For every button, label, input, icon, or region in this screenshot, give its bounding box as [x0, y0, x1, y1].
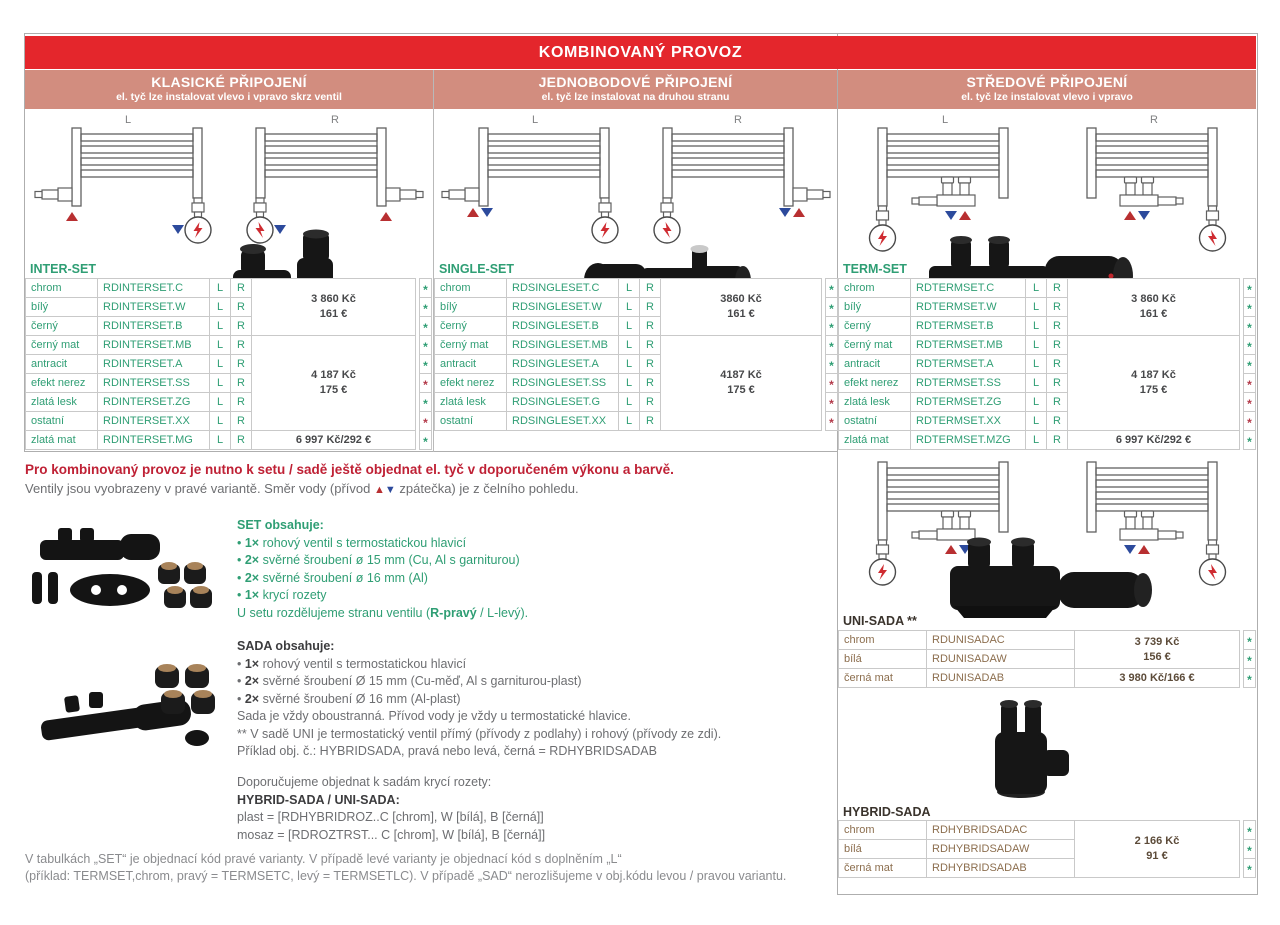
availability-star: * — [419, 392, 432, 412]
availability-star: * — [1243, 411, 1256, 431]
set-contents-title: SET obsahuje: — [237, 518, 324, 532]
code-cell: RDSINGLESET.MB — [507, 336, 619, 355]
footer-note — [25, 851, 786, 885]
right-variant-cell: R — [640, 298, 661, 317]
availability-star: * — [419, 373, 432, 393]
supply-triangle-icon — [380, 212, 392, 221]
table-title-termset: TERM-SET — [843, 262, 907, 276]
availability-star: * — [1243, 297, 1256, 317]
lightning-icon — [870, 225, 896, 251]
color-cell: efekt nerez — [26, 374, 98, 393]
code-cell: RDSINGLESET.A — [507, 355, 619, 374]
radiator-right-variant — [654, 128, 830, 243]
sada-note: Příklad obj. č.: HYBRIDSADA, pravá nebo levá, černá = RDHYBRIDSADAB — [237, 744, 657, 758]
code-cell: RDINTERSET.MG — [98, 431, 210, 450]
left-variant-cell: L — [1026, 431, 1047, 450]
code-cell: RDSINGLESET.G — [507, 393, 619, 412]
availability-star: * — [1243, 335, 1256, 355]
color-cell: ostatní — [26, 412, 98, 431]
right-variant-cell: R — [1047, 317, 1068, 336]
supply-triangle-icon — [1124, 211, 1136, 220]
singleset-price-table — [434, 278, 822, 431]
left-variant-cell: L — [1026, 279, 1047, 298]
column-subtitle: el. tyč lze instalovat vlevo i vpravo skrz ventil — [116, 91, 342, 103]
left-variant-cell: L — [1026, 393, 1047, 412]
right-variant-cell: R — [231, 279, 252, 298]
left-variant-cell: L — [210, 336, 231, 355]
availability-star: * — [1243, 858, 1256, 878]
price-cell: 3 980 Kč/166 € — [1075, 669, 1240, 688]
column-subtitle: el. tyč lze instalovat na druhou stranu — [541, 91, 730, 103]
color-cell: zlatá mat — [839, 431, 911, 450]
table-row — [435, 336, 822, 355]
color-cell: černý — [26, 317, 98, 336]
intro-warning-text: Pro kombinovaný provoz je nutno k setu / sadě ještě objednat el. tyč v doporučeném výkonu a barvě. — [25, 462, 674, 477]
availability-star: * — [419, 316, 432, 336]
hybridsada-price-table — [838, 820, 1240, 878]
unisada-table — [838, 630, 1257, 688]
return-triangle-icon — [945, 211, 957, 220]
table-row — [839, 821, 1240, 840]
left-variant-cell: L — [619, 374, 640, 393]
price-cell: 6 997 Kč/292 € — [1068, 431, 1240, 450]
rozety-line: Doporučujeme objednat k sadám krycí rozety: — [237, 775, 492, 789]
sada-parts-photo — [35, 662, 245, 767]
code-cell: RDHYBRIDSADAW — [927, 840, 1075, 859]
left-variant-cell: L — [619, 279, 640, 298]
color-cell: antracit — [26, 355, 98, 374]
unisada-product-photo — [930, 538, 1165, 623]
supply-triangle-icon — [793, 208, 805, 217]
availability-star: * — [1243, 392, 1256, 412]
left-variant-cell: L — [210, 279, 231, 298]
list-item: • 1× rohový ventil s termostatickou hlavicí — [237, 535, 467, 550]
code-cell: RDUNISADAW — [927, 650, 1075, 669]
left-variant-cell: L — [210, 431, 231, 450]
code-cell: RDINTERSET.ZG — [98, 393, 210, 412]
hybridsada-table — [838, 820, 1257, 878]
price-cell: 3860 Kč 161 € — [661, 279, 822, 336]
code-cell: RDTERMSET.ZG — [911, 393, 1026, 412]
left-variant-cell: L — [210, 374, 231, 393]
color-cell: antracit — [839, 355, 911, 374]
code-cell: RDSINGLESET.XX — [507, 412, 619, 431]
set-contents-block — [237, 517, 528, 622]
availability-column — [419, 278, 432, 450]
right-variant-cell: R — [640, 279, 661, 298]
availability-star: * — [419, 430, 432, 450]
left-variant-cell: L — [1026, 317, 1047, 336]
color-cell: černá mat — [839, 669, 927, 688]
color-cell: efekt nerez — [839, 374, 911, 393]
set-parts-photo — [28, 520, 233, 612]
table-row — [839, 431, 1240, 450]
lightning-icon — [185, 217, 211, 243]
table-row — [839, 669, 1240, 688]
price-cell: 4187 Kč 175 € — [661, 336, 822, 431]
supply-triangle-icon — [959, 211, 971, 220]
color-cell: chrom — [839, 631, 927, 650]
right-variant-cell: R — [231, 317, 252, 336]
column-header-jednobodove — [434, 70, 837, 109]
color-cell: černý mat — [839, 336, 911, 355]
radiator-left-variant — [35, 128, 211, 243]
price-cell: 2 166 Kč 91 € — [1075, 821, 1240, 878]
supply-triangle-icon: ▲ — [374, 484, 385, 496]
table-row — [26, 279, 416, 298]
availability-star: * — [825, 392, 838, 412]
column-header-stredove — [838, 70, 1256, 109]
hybridsada-product-photo — [965, 698, 1125, 798]
column-title: JEDNOBODOVÉ PŘIPOJENÍ — [538, 74, 733, 90]
diagram-label-l: L — [532, 114, 539, 126]
table-row — [839, 336, 1240, 355]
right-variant-cell: R — [1047, 279, 1068, 298]
code-cell: RDUNISADAC — [927, 631, 1075, 650]
color-cell: černý — [435, 317, 507, 336]
availability-star: * — [1243, 278, 1256, 298]
availability-star: * — [1243, 668, 1256, 688]
price-cell: 3 739 Kč 156 € — [1075, 631, 1240, 669]
color-cell: černý mat — [435, 336, 507, 355]
column-header-klasicke — [25, 70, 433, 109]
code-cell: RDSINGLESET.B — [507, 317, 619, 336]
left-variant-cell: L — [619, 412, 640, 431]
code-cell: RDTERMSET.MZG — [911, 431, 1026, 450]
diagram-label-l: L — [125, 114, 132, 126]
column-title: STŘEDOVÉ PŘIPOJENÍ — [966, 74, 1128, 90]
code-cell: RDINTERSET.B — [98, 317, 210, 336]
availability-star: * — [1243, 316, 1256, 336]
table-row — [839, 279, 1240, 298]
price-cell: 4 187 Kč 175 € — [252, 336, 416, 431]
footer-line: V tabulkách „SET“ je objednací kód pravé varianty. V případě levé varianty je objednací kód s doplněním „L“ — [25, 852, 622, 866]
right-variant-cell: R — [1047, 393, 1068, 412]
availability-star: * — [1243, 649, 1256, 669]
availability-column — [1243, 820, 1256, 878]
availability-star: * — [825, 297, 838, 317]
table-row — [26, 431, 416, 450]
right-variant-cell: R — [1047, 355, 1068, 374]
return-triangle-icon: ▼ — [384, 484, 396, 496]
right-variant-cell: R — [1047, 298, 1068, 317]
code-cell: RDTERMSET.A — [911, 355, 1026, 374]
code-cell: RDTERMSET.W — [911, 298, 1026, 317]
right-variant-cell: R — [1047, 431, 1068, 450]
code-cell: RDTERMSET.MB — [911, 336, 1026, 355]
color-cell: černý mat — [26, 336, 98, 355]
list-item: • 1× rohový ventil s termostatickou hlavicí — [237, 656, 467, 671]
color-cell: antracit — [435, 355, 507, 374]
column-subtitle: el. tyč lze instalovat vlevo i vpravo — [961, 91, 1133, 103]
diagram-label-r: R — [331, 114, 339, 126]
code-cell: RDINTERSET.XX — [98, 412, 210, 431]
availability-star: * — [825, 354, 838, 374]
right-variant-cell: R — [231, 336, 252, 355]
right-variant-cell: R — [640, 336, 661, 355]
availability-star: * — [825, 278, 838, 298]
availability-star: * — [1243, 373, 1256, 393]
right-variant-cell: R — [231, 431, 252, 450]
availability-star: * — [419, 335, 432, 355]
radiator-right-variant — [247, 128, 423, 243]
lightning-icon — [1200, 559, 1226, 585]
code-cell: RDINTERSET.W — [98, 298, 210, 317]
availability-star: * — [419, 354, 432, 374]
interset-price-table — [25, 278, 416, 450]
availability-column — [825, 278, 838, 431]
radiator-left-variant — [442, 128, 618, 243]
left-variant-cell: L — [619, 355, 640, 374]
left-variant-cell: L — [1026, 412, 1047, 431]
sada-contents-title: SADA obsahuje: — [237, 639, 335, 653]
right-variant-cell: R — [1047, 336, 1068, 355]
availability-star: * — [419, 278, 432, 298]
unisada-price-table — [838, 630, 1240, 688]
code-cell: RDUNISADAB — [927, 669, 1075, 688]
rozety-order-block — [237, 774, 545, 844]
color-cell: bílý — [435, 298, 507, 317]
right-variant-cell: R — [640, 393, 661, 412]
rozety-line: plast = [RDHYBRIDROZ..C [chrom], W [bílá], B [černá]] — [237, 810, 544, 824]
left-variant-cell: L — [210, 355, 231, 374]
availability-star: * — [1243, 630, 1256, 650]
left-variant-cell: L — [210, 298, 231, 317]
left-variant-cell: L — [210, 412, 231, 431]
table-title-hybridsada: HYBRID-SADA — [843, 805, 931, 819]
availability-star: * — [1243, 839, 1256, 859]
availability-column — [1243, 278, 1256, 450]
code-cell: RDSINGLESET.C — [507, 279, 619, 298]
sada-note: Sada je vždy oboustranná. Přívod vody je vždy u termostatické hlavice. — [237, 709, 631, 723]
price-cell: 4 187 Kč 175 € — [1068, 336, 1240, 431]
column-title: KLASICKÉ PŘIPOJENÍ — [151, 74, 307, 90]
availability-star: * — [825, 411, 838, 431]
interset-table — [25, 278, 433, 450]
right-variant-cell: R — [231, 374, 252, 393]
left-variant-cell: L — [210, 393, 231, 412]
left-variant-cell: L — [1026, 355, 1047, 374]
code-cell: RDINTERSET.C — [98, 279, 210, 298]
code-cell: RDHYBRIDSADAC — [927, 821, 1075, 840]
availability-star: * — [825, 373, 838, 393]
availability-column — [1243, 630, 1256, 688]
left-variant-cell: L — [210, 317, 231, 336]
left-variant-cell: L — [619, 336, 640, 355]
right-variant-cell: R — [640, 412, 661, 431]
diagram-label-r: R — [734, 114, 742, 126]
availability-star: * — [825, 335, 838, 355]
color-cell: chrom — [435, 279, 507, 298]
left-variant-cell: L — [619, 317, 640, 336]
code-cell: RDINTERSET.SS — [98, 374, 210, 393]
supply-triangle-icon — [467, 208, 479, 217]
lightning-icon — [1200, 225, 1226, 251]
left-variant-cell: L — [1026, 298, 1047, 317]
color-cell: chrom — [26, 279, 98, 298]
left-variant-cell: L — [619, 393, 640, 412]
right-variant-cell: R — [231, 412, 252, 431]
sada-note: ** V sadě UNI je termostatický ventil přímý (přívody z podlahy) i rohový (přívody ze zdi). — [237, 726, 722, 741]
color-cell: ostatní — [435, 412, 507, 431]
footer-line: (příklad: TERMSET,chrom, pravý = TERMSETC, levý = TERMSETLC). V případě „SAD“ nerozlišujeme v obj.kódu levou / pravou variantu. — [25, 869, 787, 883]
color-cell: bílý — [26, 298, 98, 317]
availability-star: * — [1243, 820, 1256, 840]
rozety-line: mosaz = [RDROZTRST... C [chrom], W [bílá], B [černá]] — [237, 827, 546, 842]
diagram-label-r: R — [1150, 114, 1158, 126]
sada-contents-block — [237, 638, 721, 761]
code-cell: RDSINGLESET.SS — [507, 374, 619, 393]
code-cell: RDTERMSET.XX — [911, 412, 1026, 431]
return-triangle-icon — [481, 208, 493, 217]
availability-star: * — [419, 411, 432, 431]
code-cell: RDTERMSET.C — [911, 279, 1026, 298]
code-cell: RDTERMSET.B — [911, 317, 1026, 336]
color-cell: bílý — [839, 298, 911, 317]
return-triangle-icon — [172, 225, 184, 234]
table-row — [435, 279, 822, 298]
price-cell: 3 860 Kč 161 € — [252, 279, 416, 336]
singleset-table — [434, 278, 838, 431]
set-side-note: U setu rozdělujeme stranu ventilu (R-pravý / L-levý). — [237, 605, 529, 620]
price-cell: 3 860 Kč 161 € — [1068, 279, 1240, 336]
code-cell: RDTERMSET.SS — [911, 374, 1026, 393]
code-cell: RDSINGLESET.W — [507, 298, 619, 317]
table-row — [839, 631, 1240, 650]
list-item: • 2× svěrné šroubení Ø 15 mm (Cu-měď, Al s garniturou-plast) — [237, 674, 582, 688]
color-cell: ostatní — [839, 412, 911, 431]
diagram-label-l: L — [942, 114, 949, 126]
right-variant-cell: R — [640, 355, 661, 374]
left-variant-cell: L — [1026, 374, 1047, 393]
right-variant-cell: R — [231, 393, 252, 412]
availability-star: * — [1243, 354, 1256, 374]
table-title-unisada: UNI-SADA ** — [843, 614, 917, 628]
list-item: • 2× svěrné šroubení ø 16 mm (Al) — [237, 570, 428, 585]
color-cell: zlatá lesk — [26, 393, 98, 412]
color-cell: zlatá mat — [26, 431, 98, 450]
color-cell: zlatá lesk — [839, 393, 911, 412]
left-variant-cell: L — [619, 298, 640, 317]
availability-star: * — [419, 297, 432, 317]
color-cell: bílá — [839, 650, 927, 669]
list-item: • 2× svěrné šroubení Ø 16 mm (Al-plast) — [237, 691, 461, 706]
intro-direction-text: Ventily jsou vyobrazeny v pravé variantě. Směr vody (přívod ▲▼ zpátečka) je z čelního pohledu. — [25, 481, 579, 496]
right-variant-cell: R — [640, 317, 661, 336]
page-title: KOMBINOVANÝ PROVOZ — [25, 36, 1256, 69]
left-variant-cell: L — [1026, 336, 1047, 355]
color-cell: chrom — [839, 821, 927, 840]
right-variant-cell: R — [231, 298, 252, 317]
lightning-icon — [870, 559, 896, 585]
availability-star: * — [825, 316, 838, 336]
rozety-title: HYBRID-SADA / UNI-SADA: — [237, 792, 400, 807]
supply-triangle-icon — [66, 212, 78, 221]
table-title-interset: INTER-SET — [30, 262, 96, 276]
termset-table — [838, 278, 1257, 450]
termset-price-table — [838, 278, 1240, 450]
availability-star: * — [1243, 430, 1256, 450]
color-cell: zlatá lesk — [435, 393, 507, 412]
code-cell: RDINTERSET.MB — [98, 336, 210, 355]
right-variant-cell: R — [231, 355, 252, 374]
color-cell: černý — [839, 317, 911, 336]
price-cell: 6 997 Kč/292 € — [252, 431, 416, 450]
color-cell: efekt nerez — [435, 374, 507, 393]
return-triangle-icon — [779, 208, 791, 217]
list-item: • 2× svěrné šroubení ø 15 mm (Cu, Al s garniturou) — [237, 553, 520, 567]
color-cell: černá mat — [839, 859, 927, 878]
right-variant-cell: R — [1047, 412, 1068, 431]
table-row — [26, 336, 416, 355]
return-triangle-icon — [1138, 211, 1150, 220]
color-cell: chrom — [839, 279, 911, 298]
code-cell: RDHYBRIDSADAB — [927, 859, 1075, 878]
right-variant-cell: R — [640, 374, 661, 393]
table-title-singleset: SINGLE-SET — [439, 262, 515, 276]
right-variant-cell: R — [1047, 374, 1068, 393]
code-cell: RDINTERSET.A — [98, 355, 210, 374]
list-item: • 1× krycí rozety — [237, 588, 327, 602]
color-cell: bílá — [839, 840, 927, 859]
